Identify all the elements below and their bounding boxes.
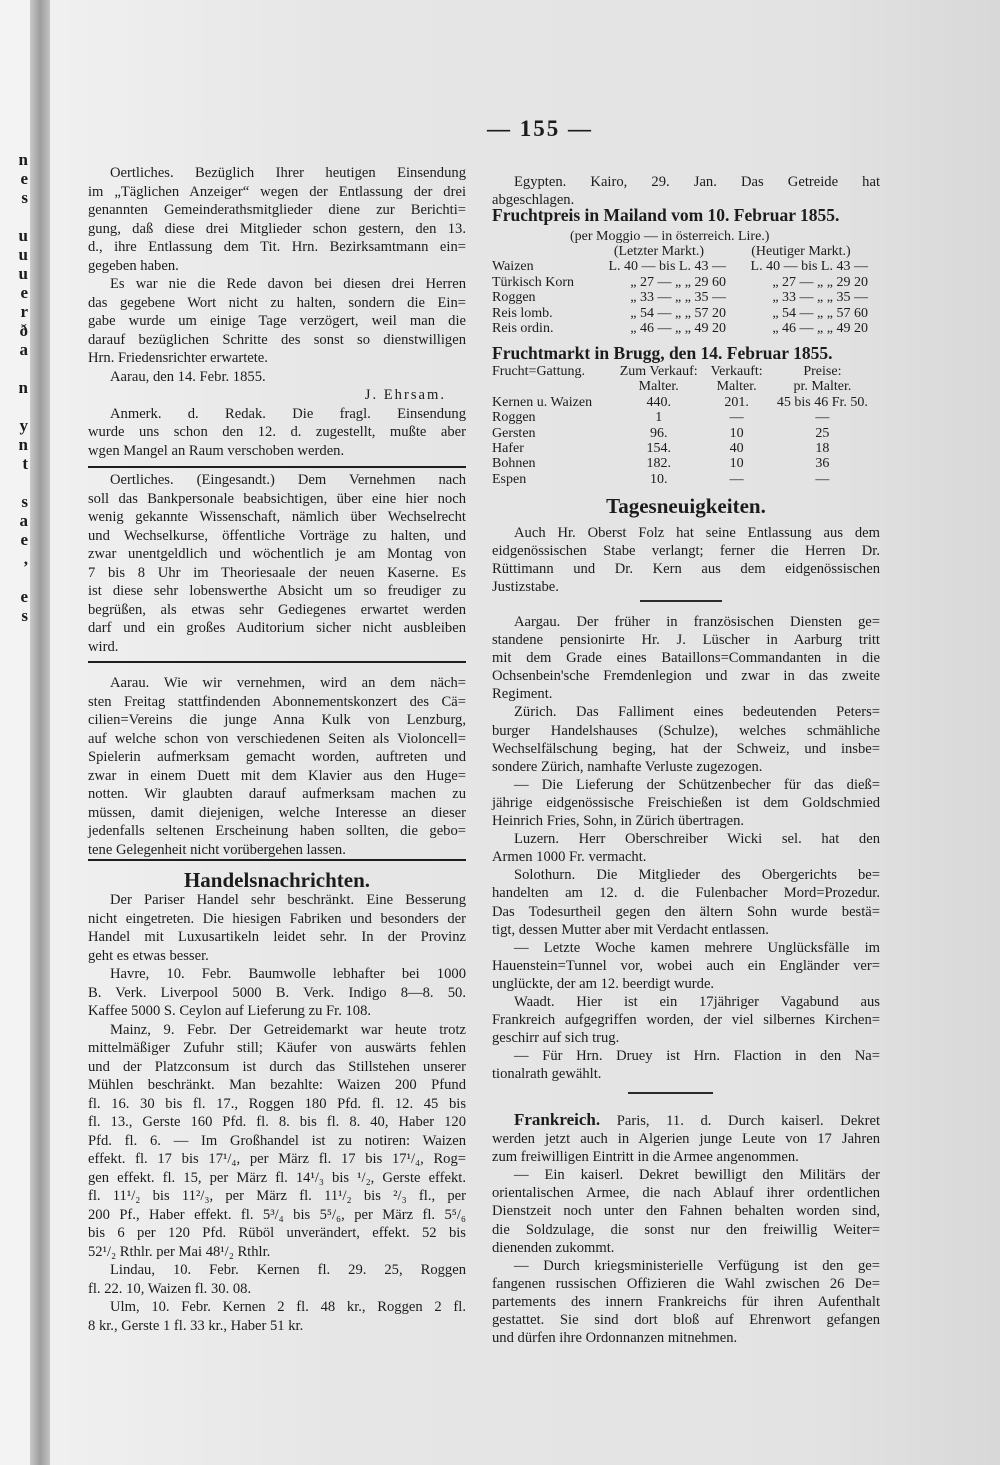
paragraph	[88, 1261, 466, 1298]
header-cell: (Heutiger Markt.)	[751, 244, 851, 259]
paragraph	[492, 1257, 880, 1347]
paragraph	[88, 471, 466, 656]
text-line: Kaffee 5000 S. Ceylon auf Lieferung zu Fr. 108.	[88, 1003, 372, 1019]
text-line-body: Paris, 11. d. Durch kaiserl. Dekret	[616, 1113, 880, 1129]
edge-fragment: s	[21, 606, 28, 625]
previous-page-text-fragments	[6, 150, 28, 625]
text-line: Regiment.	[492, 686, 553, 703]
text-line: jedenfalls seltenen Erscheinung haben sollten, die gebo=	[88, 823, 466, 839]
paragraph	[88, 891, 466, 965]
text-line: und Wechselkurse, öffentliche Vorträge zu halten, und	[88, 527, 466, 544]
paragraph	[88, 1298, 466, 1335]
paragraph	[492, 776, 880, 830]
table-cell: Bohnen	[492, 456, 536, 472]
page-number: — 155 —	[487, 116, 593, 141]
text-line: standene pensionirte Hr. J. Lüscher in Aarburg tritt	[492, 632, 880, 649]
article-handelsnachrichten	[88, 891, 466, 1335]
text-line: mit dem Grade eines Bataillons=Commandanten in die	[492, 650, 880, 667]
table-row	[492, 275, 872, 290]
paragraph	[88, 386, 466, 405]
text-line: zwar unentgeldlich und wöchentlich je am Montag von	[88, 546, 466, 562]
table-header-row	[492, 244, 872, 259]
text-line: Ulm, 10. Febr. Kernen 2 fl. 48 kr., Roggen 2 fl.	[110, 1299, 466, 1315]
text-line: Hauenstein=Tunnel vor, wobei auch ein Engländer ver=	[492, 957, 880, 974]
article-cantons	[492, 613, 880, 1083]
text-line: eidgenössischen Stabe verlangt; ferner die Herren Dr.	[492, 543, 880, 560]
text-line: 7 bis 8 Uhr im Theoriesaale der neuen Kaserne. Es	[88, 564, 466, 581]
table-cell: 10	[729, 425, 744, 441]
text-line: fl. 11¹/₂ bis 11²/₃, per März fl. 11¹/₂ bis ²/₃ fl., per	[88, 1188, 466, 1204]
text-line: geht es etwas besser.	[88, 947, 209, 964]
text-line: 8 kr., Gerste 1 fl. 33 kr., Haber 51 kr.	[88, 1317, 304, 1334]
header-cell: Preise:	[803, 364, 842, 379]
table-cell: 25	[815, 425, 830, 441]
table-cell: 182.	[646, 456, 671, 472]
table-header-row	[492, 379, 877, 394]
table-cell: Waizen	[492, 259, 534, 275]
column-rule	[88, 466, 466, 468]
table-cell: Türkisch Korn	[492, 274, 575, 290]
text-line: — Ein kaiserl. Dekret bewilligt den Militärs der	[514, 1167, 880, 1184]
text-line: abgeschlagen.	[492, 192, 575, 209]
table-row	[492, 441, 877, 456]
table-cell: 18	[815, 441, 830, 457]
text-line: Dienstzeit noch unter den Fahnen behalten worden sind,	[492, 1203, 880, 1220]
edge-fragment: n	[18, 378, 28, 397]
paragraph	[88, 405, 466, 461]
previous-page-edge	[0, 0, 32, 1465]
text-line: Das Todesurtheil gegen den ältern Sohn wurde bestä=	[492, 903, 880, 920]
heading-fruchtmarkt-brugg: Fruchtmarkt in Brugg, den 14. Februar 1855.	[492, 343, 833, 363]
text-line: fl. 22. 10, Waizen fl. 30. 08.	[88, 1280, 252, 1297]
section-heading-inline: Frankreich.	[514, 1110, 601, 1129]
header-cell: Malter.	[638, 379, 679, 395]
edge-fragment	[6, 473, 28, 492]
text-line: darf und ein großes Auditorium sicher nicht ausbleiben	[88, 620, 466, 636]
text-line: im „Täglichen Anzeiger“ wegen der Entlassung der drei	[88, 183, 466, 200]
table-row	[492, 456, 877, 471]
text-line: fl. 16. 30 bis fl. 17., Roggen 180 Pfd. fl. 12. 45 bis	[88, 1095, 466, 1112]
edge-fragment: a	[19, 340, 28, 359]
text-line: Auch Hr. Oberst Folz hat seine Entlassung aus dem	[514, 525, 880, 541]
text-line: Frankreich aufgegriffen worden, der viel silbernes Kirchen=	[492, 1012, 880, 1029]
text-line: notten. Wir glaubten darauf aufmerksam machen zu	[88, 786, 466, 802]
table-cell: Roggen	[492, 410, 536, 426]
table-row	[492, 259, 872, 274]
table-cell: 201.	[724, 394, 749, 410]
table-cell: —	[729, 410, 744, 426]
text-line: Es war nie die Rede davon bei diesen drei Herren	[110, 276, 466, 292]
text-line: darauf bezüglichen Schritte des sonst so dienstwilligen	[88, 331, 466, 348]
text-line: und der Platzconsum ist durch das Stillstehen unserer	[88, 1058, 466, 1075]
article-oertliches-eingesandt	[88, 471, 466, 656]
text-line: genannten Gemeinderathsmitglieder diene zur Berichti=	[88, 202, 466, 218]
text-line: Aargau. Der früher in französischen Diensten ge=	[514, 614, 880, 630]
text-line: Ochsenbein'sche Fremdenlegion und zwar in das zweite	[492, 668, 880, 685]
table-cell: 45 bis 46 Fr. 50.	[776, 394, 868, 410]
text-line: Hrn. Friedensrichter erwartete.	[88, 350, 268, 366]
edge-fragment: e	[20, 530, 28, 549]
text-line: gestattet. Sie sind dort bloß auf Ehrenwort gefangen	[492, 1312, 880, 1329]
text-line: das gegebene Wort nicht zu halten, sondern die Ein=	[88, 294, 466, 311]
text-line: fl. 13., Gerste 160 Pfd. fl. 8. bis fl. 8. 40, Haber 120	[88, 1114, 466, 1130]
text-line: Oertliches. Bezüglich Ihrer heutigen Einsendung	[110, 165, 466, 181]
text-line: wird.	[88, 638, 119, 655]
text-line: tigt, dessen Mutter aber mit Verdacht entlassen.	[492, 921, 769, 938]
table-cell: Reis ordin.	[492, 321, 554, 337]
paragraph	[88, 674, 466, 859]
mailand-price-table	[492, 229, 880, 336]
text-line: dienenden zukommt.	[492, 1239, 615, 1256]
text-line: unglückte, der am 12. beerdigt wurde.	[492, 975, 715, 992]
edge-fragment: s	[21, 188, 28, 207]
header-cell: pr. Malter.	[793, 379, 852, 395]
edge-fragment	[6, 359, 28, 378]
text-line: wurde uns schon den 12. d. zugestellt, mußte aber	[88, 424, 466, 440]
text-line: ist diese sehr lobenswerthe Absicht um so freudiger zu	[88, 583, 466, 599]
text-line: — Die Lieferung der Schützenbecher für das dieß=	[514, 776, 880, 793]
text-line: Zürich. Das Falliment eines bedeutenden Peters=	[514, 704, 880, 721]
table-cell: Hafer	[492, 441, 524, 457]
paragraph	[492, 1047, 880, 1083]
text-line	[492, 1111, 880, 1130]
text-line: werden jetzt auch in Algerien junge Leute von 17 Jahren	[492, 1131, 880, 1148]
text-line: die Soldzulage, die sonst nur den freiwillig Weiter=	[492, 1221, 880, 1238]
text-line: Wechselfälschung beging, hat der Schweiz, und insbe=	[492, 740, 880, 757]
edge-fragment: y	[19, 416, 28, 435]
edge-fragment	[6, 568, 28, 587]
article-aarau-konzert	[88, 674, 466, 859]
header-cell: Zum Verkauf:	[619, 364, 698, 379]
text-line: soll das Bankpersonale beabsichtigen, über eine hier noch	[88, 490, 466, 507]
table-cell: L. 40 — bis L. 43 —	[608, 259, 726, 275]
text-line: — Für Hrn. Druey ist Hrn. Flaction in den Na=	[514, 1048, 880, 1065]
header-cell: Malter.	[716, 379, 757, 395]
article-egypten	[492, 173, 880, 209]
header-cell: Verkauft:	[710, 364, 763, 379]
article-frankreich	[492, 1111, 880, 1347]
table-cell: „ 54 — „ „ 57 20	[630, 305, 726, 321]
table-row	[492, 410, 877, 425]
text-line: und dürfen ihre Ordonnanzen mitnehmen.	[492, 1330, 738, 1347]
text-line: wenig gekannte Wissenschaft, nämlich über Wechselrecht	[88, 509, 466, 525]
table-cell: Kernen u. Waizen	[492, 394, 593, 410]
edge-fragment	[6, 397, 28, 416]
paragraph	[492, 1166, 880, 1256]
text-line: Der Pariser Handel sehr beschränkt. Eine Besserung	[110, 892, 466, 908]
text-line: Oertliches. (Eingesandt.) Dem Vernehmen nach	[110, 472, 466, 488]
text-line: 200 Pf., Haber effekt. fl. 5³/₄ bis 5⁵/₆, per März fl. 5⁵/₆	[88, 1206, 466, 1223]
table-cell: Gersten	[492, 425, 536, 441]
brugg-market-table	[492, 364, 880, 487]
table-cell: 36	[815, 456, 830, 472]
text-line: Heinrich Fries, Sohn, in Zürich übertragen.	[492, 813, 745, 830]
short-rule	[640, 600, 722, 602]
table-row	[492, 321, 872, 336]
text-line: Aarau, den 14. Febr. 1855.	[110, 368, 266, 385]
text-line: J. Ehrsam.	[364, 387, 446, 403]
text-line: Waadt. Hier ist ein 17jähriger Vagabund aus	[514, 993, 880, 1010]
header-cell: (Letzter Markt.)	[613, 244, 705, 259]
text-line: effekt. fl. 17 bis 17¹/₄, per März fl. 17 bis 17¹/₄, Rog=	[88, 1151, 466, 1167]
edge-fragment	[6, 207, 28, 226]
short-rule	[628, 1092, 713, 1094]
table-cell: —	[729, 471, 744, 487]
text-line: B. Verk. Liverpool 5000 B. Verk. Indigo 8—8. 50.	[88, 984, 466, 1001]
table-cell: Roggen	[492, 290, 536, 306]
header-cell	[492, 244, 588, 259]
text-line: tionalrath gewählt.	[492, 1066, 602, 1083]
table-cell: 440.	[646, 394, 671, 410]
text-line: Solothurn. Die Mitglieder des Obergerichts be=	[514, 867, 880, 884]
text-line: zwar in einem Duett mit dem Klavier aus den Huge=	[88, 767, 466, 784]
text-line: Luzern. Herr Oberschreiber Wicki sel. hat den	[514, 831, 880, 848]
table-row	[492, 426, 877, 441]
table-cell: „ 27 — „ „ 29 20	[772, 274, 868, 290]
text-line: Mainz, 9. Febr. Der Getreidemarkt war heute trotz	[110, 1021, 466, 1038]
text-line: nicht eingetreten. Die hiesigen Fabriken und besonders der	[88, 910, 466, 927]
text-line: cilien=Vereins die junge Anna Kulk von Lenzburg,	[88, 712, 466, 728]
table-cell: „ 46 — „ „ 49 20	[772, 321, 868, 337]
table-cell: Reis lomb.	[492, 305, 553, 321]
text-line: Mühlen beschränkt. Man bezahlte: Waizen 200 Pfund	[88, 1077, 466, 1093]
table-cell: 154.	[646, 441, 671, 457]
section-heading-tagesneuigkeiten: Tagesneuigkeiten.	[606, 494, 766, 518]
edge-fragment: u	[18, 226, 28, 245]
paragraph	[88, 368, 466, 387]
table-cell: 40	[729, 441, 744, 457]
text-line: auf welche schon von verschiedenen Seiten als Violoncell=	[88, 730, 466, 747]
edge-fragment: ,	[23, 549, 28, 568]
text-line: Lindau, 10. Febr. Kernen fl. 29. 25, Roggen	[110, 1262, 466, 1278]
table-cell: L. 40 — bis L. 43 —	[750, 259, 868, 275]
text-line: orientalischen Armee, die nach Ablauf ihrer ordentlichen	[492, 1185, 880, 1202]
table-row	[492, 306, 872, 321]
text-line: gen effekt. fl. 15, per März fl. 14¹/₃ bis ¹/₂, Gerste effekt.	[88, 1169, 466, 1186]
header-cell: Frucht=Gattung.	[492, 364, 586, 379]
table-cell: „ 46 — „ „ 49 20	[630, 321, 726, 337]
text-line: Egypten. Kairo, 29. Jan. Das Getreide hat	[514, 174, 880, 190]
table-cell: 10	[729, 456, 744, 472]
table-cell: Espen	[492, 471, 527, 487]
text-line: gabe wurde um einige Tage verzögert, weil man die	[88, 313, 466, 329]
text-line: Aarau. Wie wir vernehmen, wird an dem näch=	[110, 675, 466, 691]
text-line: handelten am 12. d. die Fulenbacher Mord=Prozedur.	[492, 885, 880, 902]
edge-fragment: t	[22, 454, 28, 473]
mailand-subtitle: (per Moggio — in österreich. Lire.)	[570, 229, 770, 244]
column-rule	[88, 859, 466, 861]
table-cell: 1	[655, 410, 663, 426]
text-line: sondere Zürich, namhafte Verluste zugezogen.	[492, 758, 763, 775]
edge-fragment: r	[20, 302, 28, 321]
text-line: partements des innern Frankreichs für ihren Aufenthalt	[492, 1293, 880, 1310]
edge-fragment: u	[18, 264, 28, 283]
section-heading-handelsnachrichten: Handelsnachrichten.	[183, 868, 371, 892]
paragraph	[492, 703, 880, 775]
table-cell: „ 33 — „ „ 35 —	[772, 290, 868, 306]
page-gutter	[30, 0, 50, 1465]
text-line: mittelmäßiger Zufuhr still; Käufer von auswärts fehlen	[88, 1040, 466, 1056]
table-cell: 10.	[649, 471, 668, 487]
edge-fragment: a	[19, 511, 28, 530]
edge-fragment: s	[21, 492, 28, 511]
paragraph	[492, 173, 880, 209]
paragraph	[492, 830, 880, 866]
paragraph	[88, 275, 466, 368]
paragraph	[88, 965, 466, 1021]
text-line: gegeben haben.	[88, 257, 179, 274]
paragraph	[88, 1021, 466, 1262]
text-line: bis 6 per 120 Pfd. Rüböl unverändert, effekt. 52 bis	[88, 1225, 466, 1241]
text-line: wgen Mangel an Raum verschoben werden.	[88, 442, 345, 459]
text-line: Armen 1000 Fr. vermacht.	[492, 849, 647, 866]
text-line: — Letzte Woche kamen mehrere Unglücksfälle im	[514, 939, 880, 956]
text-line: geschirr auf sich trug.	[492, 1030, 620, 1047]
paragraph	[492, 524, 880, 596]
text-line: gung, daß diese drei Mitglieder schon gestern, den 13.	[88, 220, 466, 237]
edge-fragment: n	[18, 435, 28, 454]
text-line: Justizstabe.	[492, 579, 559, 596]
text-line: Rüttimann und Dr. Kern aus dem eidgenössischen	[492, 561, 880, 578]
edge-fragment: e	[20, 587, 28, 606]
edge-fragment: u	[18, 245, 28, 264]
table-cell: —	[815, 410, 830, 426]
table-cell: „ 33 — „ „ 35 —	[630, 290, 726, 306]
edge-fragment: e	[20, 169, 28, 188]
table-row	[492, 290, 872, 305]
table-header-row	[492, 364, 877, 379]
text-line: Pfd. fl. 6. — Im Großhandel ist zu notiren: Waizen	[88, 1132, 466, 1149]
text-line: — Durch kriegsministerielle Verfügung ist den ge=	[514, 1257, 880, 1274]
text-line: Spielerin aufmerksam gemacht worden, auftreten und	[88, 749, 466, 765]
table-row	[492, 395, 877, 410]
table-cell: „ 54 — „ „ 57 60	[772, 305, 868, 321]
heading-fruchtpreis-mailand: Fruchtpreis in Mailand vom 10. Februar 1855.	[492, 205, 840, 225]
text-line: 52¹/₂ Rthlr. per Mai 48¹/₂ Rthlr.	[88, 1243, 271, 1260]
paragraph	[88, 164, 466, 275]
text-line: begrüßen, als etwas sehr Gediegenes erwartet werden	[88, 601, 466, 618]
table-cell: 96.	[649, 425, 668, 441]
header-cell	[492, 379, 612, 394]
paragraph	[492, 939, 880, 993]
text-line: sten Freitag stattfindenden Abonnementskonzert des Cä=	[88, 693, 466, 710]
text-line: tene Gelegenheit nicht vorübergehen lassen.	[88, 841, 346, 858]
table-row	[492, 472, 877, 487]
text-line: d., ihre Entlassung dem Tit. Hrn. Bezirksamtmann ein=	[88, 239, 466, 255]
text-line: zum freiwilligen Eintritt in die Armee angenommen.	[492, 1149, 799, 1166]
table-cell: „ 27 — „ „ 29 60	[630, 274, 726, 290]
text-line: Havre, 10. Febr. Baumwolle lebhafter bei 1000	[110, 966, 466, 982]
text-line: fangenen russischen Offizieren die Wahl zwischen 26 De=	[492, 1275, 880, 1292]
paragraph	[492, 613, 880, 703]
text-line: Handel mit Luxusartikeln leidet sehr. In der Provinz	[88, 929, 466, 945]
article-oertliches-ehrsam	[88, 164, 466, 460]
edge-fragment: e	[20, 283, 28, 302]
text-line: burger Handelshauses (Schulze), welches schmähliche	[492, 722, 880, 739]
edge-fragment: n	[18, 150, 28, 169]
column-rule	[88, 661, 466, 663]
text-line: jährige eidgenössische Freischießen ist dem Goldschmied	[492, 794, 880, 811]
paragraph	[492, 993, 880, 1047]
paragraph	[492, 866, 880, 938]
article-tagesneuigkeiten	[492, 524, 880, 596]
edge-fragment: ð	[19, 321, 28, 340]
text-line: Anmerk. d. Redak. Die fragl. Einsendung	[110, 405, 466, 422]
paragraph	[492, 1111, 880, 1166]
table-cell: —	[815, 471, 830, 487]
text-line: müssen, damit diejenigen, welche Interesse an dieser	[88, 804, 466, 821]
